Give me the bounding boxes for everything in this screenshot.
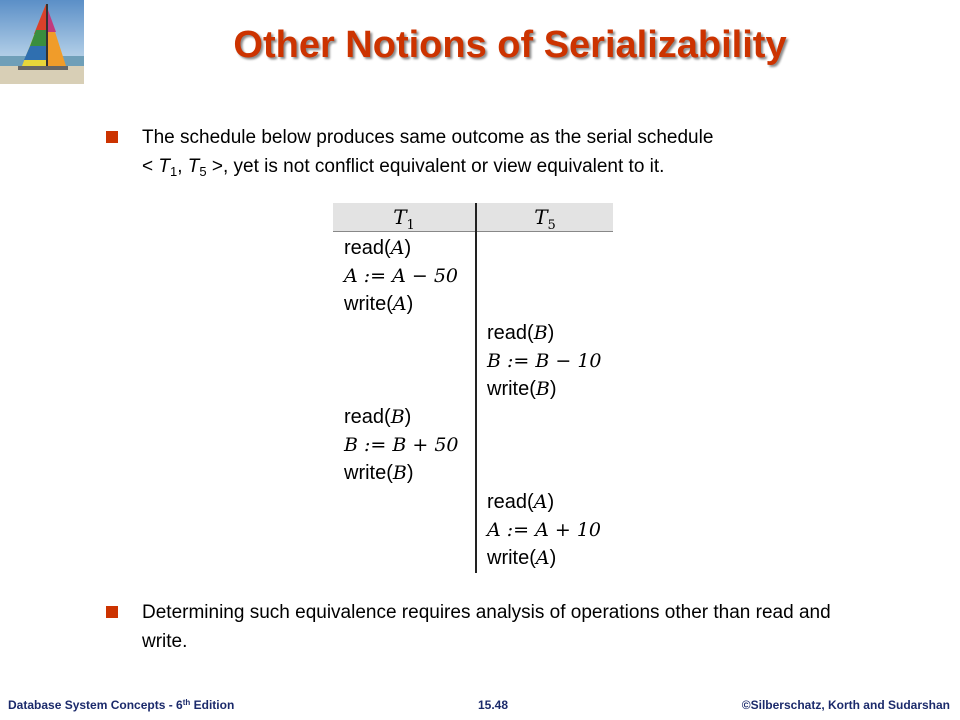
schedule-column-divider [475, 203, 477, 573]
t1-op-read-b: read(B) [344, 406, 412, 428]
bullet1-close: >, yet is not conflict equivalent or view equivalent to it. [206, 156, 665, 177]
bullet2-text: Determining such equivalence requires analysis of operations other than read and write. [142, 602, 831, 652]
t1-op-write-b: write(B) [344, 462, 414, 484]
schedule-header-t1: $T_1$ [393, 205, 415, 233]
slide-title: Other Notions of Serializability [233, 24, 787, 66]
bullet1-open: < [142, 156, 159, 177]
sailboat-logo-image [0, 0, 84, 84]
bullet1-t1-sub: 1 [169, 164, 178, 179]
t5-op-write-b: write(B) [487, 378, 557, 400]
t1-op-read-a: read(A) [344, 237, 412, 259]
bullet1-comma: , [177, 156, 188, 177]
t5-op-read-a: read(A) [487, 491, 555, 513]
square-bullet-icon [106, 606, 118, 618]
footer-book-title: Database System Concepts - 6th Edition [8, 698, 235, 712]
footer-copyright: ©Silberschatz, Korth and Sudarshan [741, 698, 950, 712]
bullet1-t5-sub: 5 [199, 164, 207, 179]
footer-page-number: 15.48 [478, 698, 509, 712]
t1-op-assign-b: B := B + 50 [344, 434, 459, 456]
bullet1-t1: T [158, 156, 170, 177]
bullet1-text-part1: The schedule below produces same outcome as the serial schedule [142, 127, 714, 148]
t5-op-assign-a: A := A + 10 [487, 519, 602, 541]
t5-op-assign-b: B := B − 10 [487, 350, 602, 372]
t5-op-write-a: write(A) [487, 547, 557, 569]
t1-op-write-a: write(A) [344, 293, 414, 315]
square-bullet-icon [106, 131, 118, 143]
t1-op-assign-a: A := A − 50 [344, 265, 459, 287]
bullet1-t5: T [187, 156, 200, 177]
bullet-equivalence-note [106, 598, 866, 656]
schedule-table [333, 203, 613, 573]
bullet-schedule-description [106, 123, 866, 186]
schedule-header-t5: $T_5$ [534, 205, 556, 233]
t5-op-read-b: read(B) [487, 322, 555, 344]
